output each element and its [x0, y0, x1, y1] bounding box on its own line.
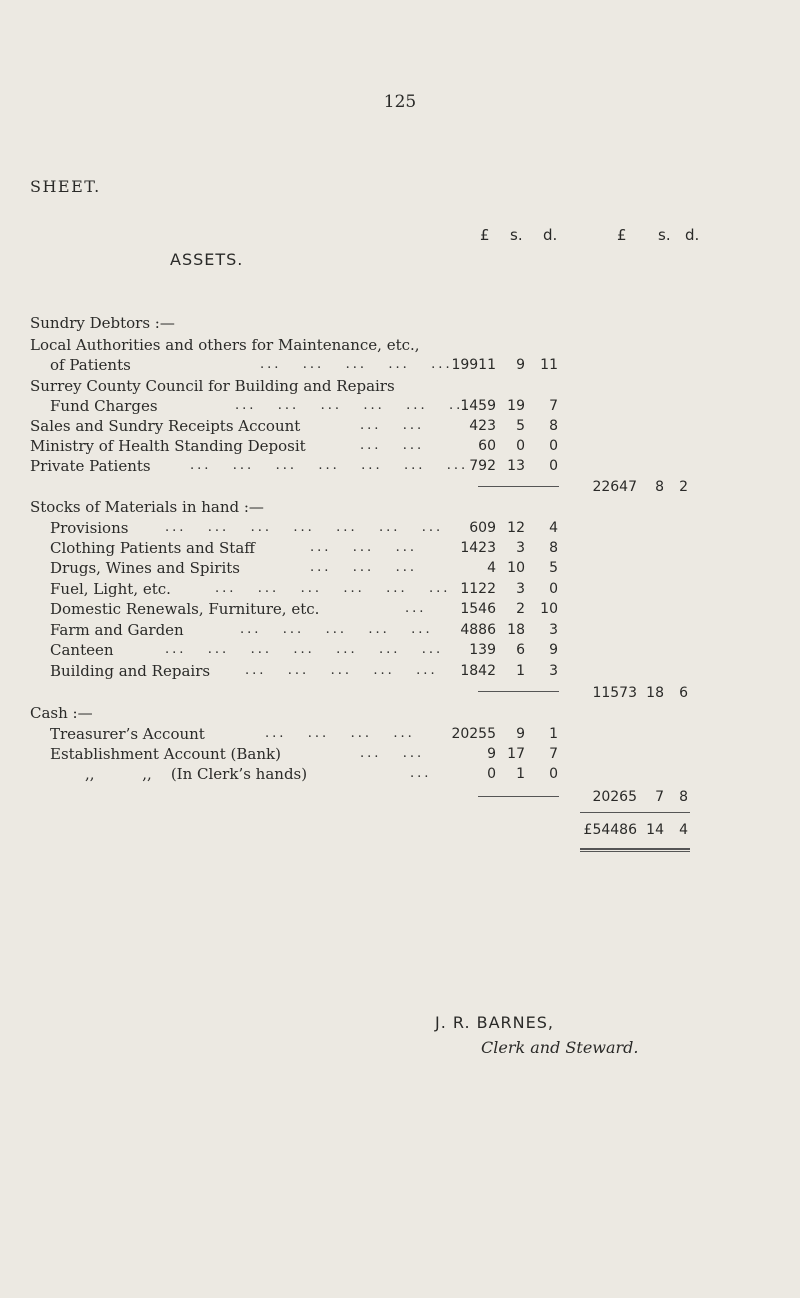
amount-pence: 9	[549, 642, 558, 658]
amount-shillings: 9	[516, 357, 525, 373]
amount-pounds: 139	[469, 642, 496, 658]
table-row	[0, 559, 800, 579]
section-title-cash: Cash :—	[30, 704, 93, 722]
amount-shillings: 13	[507, 458, 525, 474]
amount-pounds: 60	[478, 438, 496, 454]
total-pounds: 22647	[592, 479, 637, 495]
amount-pounds: 1842	[460, 663, 496, 679]
leader-dots: ...	[410, 766, 432, 781]
section-total-row	[0, 684, 800, 704]
amount-pounds: 1122	[460, 581, 496, 597]
leader-dots: ... ... ... ... ... ...	[235, 398, 471, 413]
table-row	[0, 457, 800, 477]
item-label: Treasurer’s Account	[50, 725, 205, 743]
item-label-wrap: Surrey County Council for Building and Repairs	[30, 377, 395, 395]
leader-dots: ... ... ... ...	[265, 726, 415, 741]
amount-shillings: 2	[516, 601, 525, 617]
item-label: Fuel, Light, etc.	[50, 580, 171, 598]
leader-dots: ... ...	[360, 418, 425, 433]
amount-shillings: 18	[507, 622, 525, 638]
table-row	[0, 397, 800, 417]
amount-shillings: 6	[516, 642, 525, 658]
item-label: Private Patients	[30, 457, 151, 475]
leader-dots: ... ... ... ... ...	[245, 663, 438, 678]
amount-pounds: 609	[469, 520, 496, 536]
total-shillings: 18	[646, 685, 664, 701]
amount-pence: 5	[549, 560, 558, 576]
amount-pounds: 1546	[460, 601, 496, 617]
grand-total-row	[0, 821, 800, 841]
item-label: Provisions	[50, 519, 129, 537]
section-title-debtors: Sundry Debtors :—	[30, 314, 175, 332]
amount-pounds: 9	[487, 746, 496, 762]
item-label: Drugs, Wines and Spirits	[50, 559, 240, 577]
grand-total-shillings: 14	[646, 822, 664, 838]
table-row	[0, 539, 800, 559]
leader-dots: ... ... ... ... ...	[240, 622, 433, 637]
amount-pence: 7	[549, 398, 558, 414]
table-row	[0, 519, 800, 539]
amount-pence: 0	[549, 766, 558, 782]
item-label: Farm and Garden	[50, 621, 184, 639]
item-label-wrap: Local Authorities and others for Maintenance, etc.,	[30, 336, 420, 354]
item-label: of Patients	[50, 356, 131, 374]
table-row	[0, 437, 800, 457]
amount-pence: 11	[540, 357, 558, 373]
amount-pounds: 1423	[460, 540, 496, 556]
item-label: Canteen	[50, 641, 114, 659]
table-row	[0, 745, 800, 765]
amount-shillings: 10	[507, 560, 525, 576]
grand-total-double-rule-2	[580, 851, 690, 852]
item-label: Establishment Account (Bank)	[50, 745, 281, 763]
amount-pence: 4	[549, 520, 558, 536]
amount-pence: 3	[549, 663, 558, 679]
leader-dots: ... ... ... ... ... ... ...	[190, 458, 469, 473]
amount-pounds: 4886	[460, 622, 496, 638]
leader-dots: ... ... ... ... ... ... ...	[165, 520, 444, 535]
grand-total-pounds: £54486	[583, 822, 637, 838]
leader-dots: ... ... ...	[310, 540, 417, 555]
amount-shillings: 1	[516, 663, 525, 679]
leader-dots: ... ... ... ... ...	[260, 357, 453, 372]
amount-pence: 10	[540, 601, 558, 617]
column-header-pence: d.	[543, 226, 558, 244]
grand-total-double-rule-1	[580, 848, 690, 850]
amount-pounds: 792	[469, 458, 496, 474]
amount-pence: 8	[549, 540, 558, 556]
page-number: 125	[383, 92, 417, 112]
total-pence: 8	[679, 789, 688, 805]
column-header-total-shillings: s.	[658, 226, 671, 244]
amount-shillings: 9	[516, 726, 525, 742]
item-label: Sales and Sundry Receipts Account	[30, 417, 301, 435]
amount-pounds: 423	[469, 418, 496, 434]
item-label: Clothing Patients and Staff	[50, 539, 255, 557]
table-row	[0, 600, 800, 620]
amount-shillings: 3	[516, 540, 525, 556]
table-row	[0, 765, 800, 785]
amount-pounds: 1459	[460, 398, 496, 414]
leader-dots: ... ... ... ... ... ... ...	[165, 642, 444, 657]
amount-shillings: 12	[507, 520, 525, 536]
item-label: Ministry of Health Standing Deposit	[30, 437, 306, 455]
column-header-total-pounds: £	[617, 226, 627, 244]
total-pence: 6	[679, 685, 688, 701]
amount-shillings: 5	[516, 418, 525, 434]
amount-shillings: 17	[507, 746, 525, 762]
amount-shillings: 19	[507, 398, 525, 414]
signature-name: J. R. BARNES,	[435, 1013, 554, 1032]
item-label: Building and Repairs	[50, 662, 211, 680]
item-label: Fund Charges	[50, 397, 158, 415]
table-row	[0, 356, 800, 376]
amount-pence: 0	[549, 581, 558, 597]
section-total-row	[0, 478, 800, 498]
total-shillings: 8	[655, 479, 664, 495]
total-shillings: 7	[655, 789, 664, 805]
column-header-total-pence: d.	[685, 226, 700, 244]
amount-pence: 1	[549, 726, 558, 742]
leader-dots: ... ... ... ... ... ...	[215, 581, 451, 596]
amount-pence: 0	[549, 438, 558, 454]
amount-pounds: 19911	[451, 357, 496, 373]
leader-dots: ... ... ...	[310, 560, 417, 575]
amount-pence: 0	[549, 458, 558, 474]
column-header-shillings: s.	[510, 226, 523, 244]
item-label: ,, ,, (In Clerk’s hands)	[85, 765, 308, 783]
amount-pounds: 20255	[451, 726, 496, 742]
leader-dots: ... ...	[360, 438, 425, 453]
table-row	[0, 621, 800, 641]
leader-dots: ...	[405, 601, 427, 616]
table-row	[0, 580, 800, 600]
assets-heading: ASSETS.	[170, 250, 244, 269]
amount-pence: 3	[549, 622, 558, 638]
total-pounds: 20265	[592, 789, 637, 805]
signature-title: Clerk and Steward.	[481, 1038, 639, 1057]
item-label: Domestic Renewals, Furniture, etc.	[50, 600, 320, 618]
grand-total-top-rule	[580, 812, 690, 813]
amount-pence: 8	[549, 418, 558, 434]
sheet-label: SHEET.	[30, 177, 101, 196]
amount-shillings: 3	[516, 581, 525, 597]
section-title-stocks: Stocks of Materials in hand :—	[30, 498, 264, 516]
total-pounds: 11573	[592, 685, 637, 701]
column-header-pounds: £	[480, 226, 490, 244]
table-row	[0, 417, 800, 437]
leader-dots: ... ...	[360, 746, 425, 761]
total-pence: 2	[679, 479, 688, 495]
amount-pence: 7	[549, 746, 558, 762]
grand-total-pence: 4	[679, 822, 688, 838]
amount-pounds: 4	[487, 560, 496, 576]
table-row	[0, 725, 800, 745]
table-row	[0, 662, 800, 682]
amount-shillings: 0	[516, 438, 525, 454]
amount-pounds: 0	[487, 766, 496, 782]
table-row	[0, 641, 800, 661]
section-total-row	[0, 788, 800, 808]
amount-shillings: 1	[516, 766, 525, 782]
